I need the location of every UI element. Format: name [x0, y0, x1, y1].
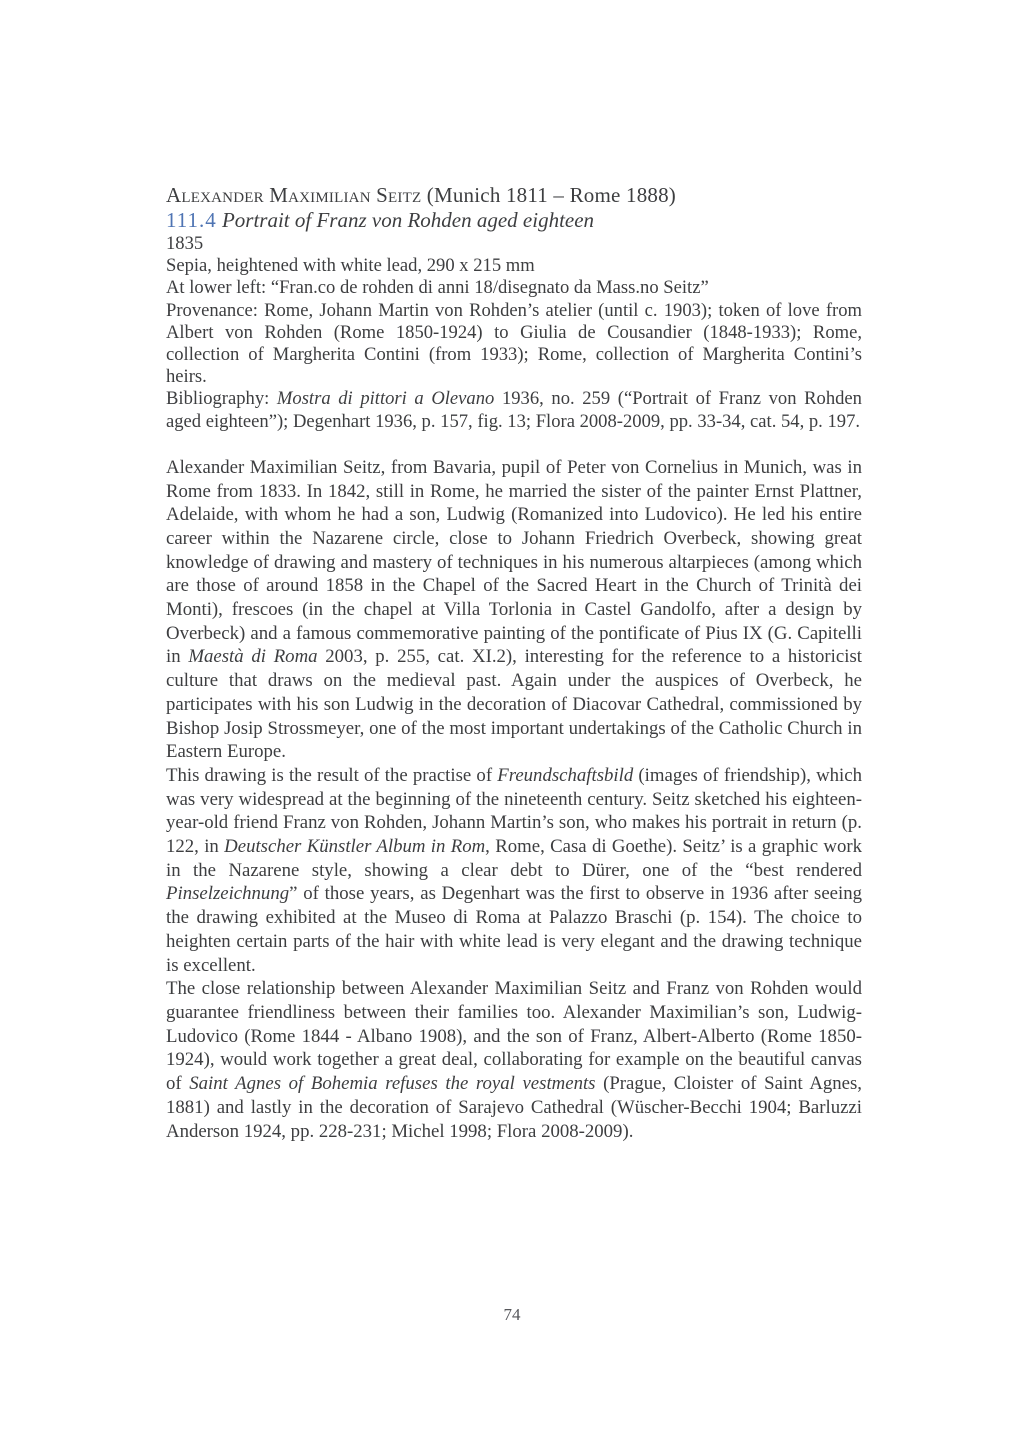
page-number: 74 [503, 1305, 521, 1324]
paragraph [166, 977, 862, 1143]
artist-dates: (Munich 1811 – Rome 1888) [421, 183, 676, 207]
italic-text-segment: Freundschaftsbild [497, 764, 634, 786]
paragraph [166, 764, 862, 977]
catalog-entry [166, 182, 862, 1143]
text-segment: 2003, p. 255, cat. XI.2), interesting for the reference to a historicist culture that draws on the medieval past. Again under the auspices of Overbeck, he participates with his son Ludwig in the decoration of Diacovar Cathedral, commissioned by Bishop Josip Strossmeyer, one of the most important undertakings of the Catholic Church in Eastern Europe. [166, 646, 862, 763]
italic-text-segment: Saint Agnes of Bohemia refuses the royal vestments [189, 1073, 596, 1095]
text-segment: (Prague, Cloister of Saint Agnes, 1881) and lastly in the decoration of Sarajevo Cathedral (Wüscher-Becchi 1904; Barluzzi Anderson 1924, pp. 228-231; Michel 1998; Flora 2008-2009). [166, 1073, 863, 1142]
text-segment: (images of friendship), which was very widespread at the beginning of the nineteenth century. Seitz sketched his eighteen-year-old friend Franz von Rohden, Johann Martin’s son, who makes his portrait in return (p. 122, in [166, 764, 862, 858]
work-title: Portrait of Franz von Rohden aged eighteen [221, 208, 595, 232]
italic-text-segment: Deutscher Künstler Album in Rom [224, 836, 486, 858]
work-date: 1835 [166, 233, 204, 254]
italic-text-segment: Maestà di Roma [188, 646, 318, 668]
text-segment: Bibliography: [166, 388, 277, 410]
bibliography-text [166, 388, 862, 432]
artist-name: Alexander Maximilian Seitz [166, 183, 422, 207]
paragraph [166, 456, 862, 764]
work-inscription: At lower left: “Fran.co de rohden di anni 18/disegnato da Mass.no Seitz” [166, 277, 709, 299]
text-segment: The close relationship between Alexander Maximilian Seitz and Franz von Rohden would guarantee friendliness between their families too. Alexander Maximilian’s son, Ludwig-Ludovico (Rome 1844 - Albano 1908), and the son of Franz, Albert-Alberto (Rome 1850-1924), would work together a great deal, collaborating for example on the beautiful canvas of [166, 978, 862, 1095]
italic-text-segment: Mostra di pittori a Olevano [276, 388, 495, 410]
italic-text-segment: Pinselzeichnung [166, 883, 290, 905]
work-medium: Sepia, heightened with white lead, 290 x 215 mm [166, 255, 535, 277]
provenance-text: Provenance: Rome, Johann Martin von Rohden’s atelier (until c. 1903); token of love from Albert von Rohden (Rome 1850-1924) to Giulia de Cousandier (1848-1933); Rome, collection of Margherita Contini (from 1933); Rome, collection of Margherita Contini’s heirs. [166, 299, 862, 388]
text-segment: , Rome, Casa di Goethe). Seitz’ is a graphic work in the Nazarene style, showing a clear debt to Dürer, one of the “best rendered [166, 836, 862, 881]
text-segment: ” of those years, as Degenhart was the first to observe in 1936 after seeing the drawing exhibited at the Museo di Roma at Palazzo Braschi (p. 154). The choice to heighten certain parts of the hair with white lead is very elegant and the drawing technique is excellent. [166, 883, 862, 976]
text-segment: Alexander Maximilian Seitz, from Bavaria, pupil of Peter von Cornelius in Munich, was in Rome from 1833. In 1842, still in Rome, he married the sister of the painter Ernst Plattner, Adelaide, with whom he had a son, Ludwig (Romanized into Ludovico). He led his entire career within the Nazarene circle, close to Johann Friedrich Overbeck, showing great knowledge of drawing and mastery of techniques in his numerous altarpieces (among which are those of around 1858 in the Chapel of the Sacred Heart in the Church of Trinità dei Monti), frescoes (in the chapel at Villa Torlonia in Castel Gandolfo, after a design by Overbeck) and a famous commemorative painting of the pontificate of Pius IX (G. Capitelli in [166, 456, 862, 668]
artist-heading [166, 182, 862, 208]
catalog-number: 111.4 [166, 208, 217, 232]
catalog-title-line [166, 208, 862, 233]
text-segment: 1936, no. 259 (“Portrait of Franz von Rohden aged eighteen”); Degenhart 1936, p. 157, fig. 13; Flora 2008-2009, pp. 33-34, cat. 54, p. 197. [166, 388, 862, 432]
text-segment: This drawing is the result of the practise of [166, 764, 498, 786]
body-text [166, 456, 862, 1143]
